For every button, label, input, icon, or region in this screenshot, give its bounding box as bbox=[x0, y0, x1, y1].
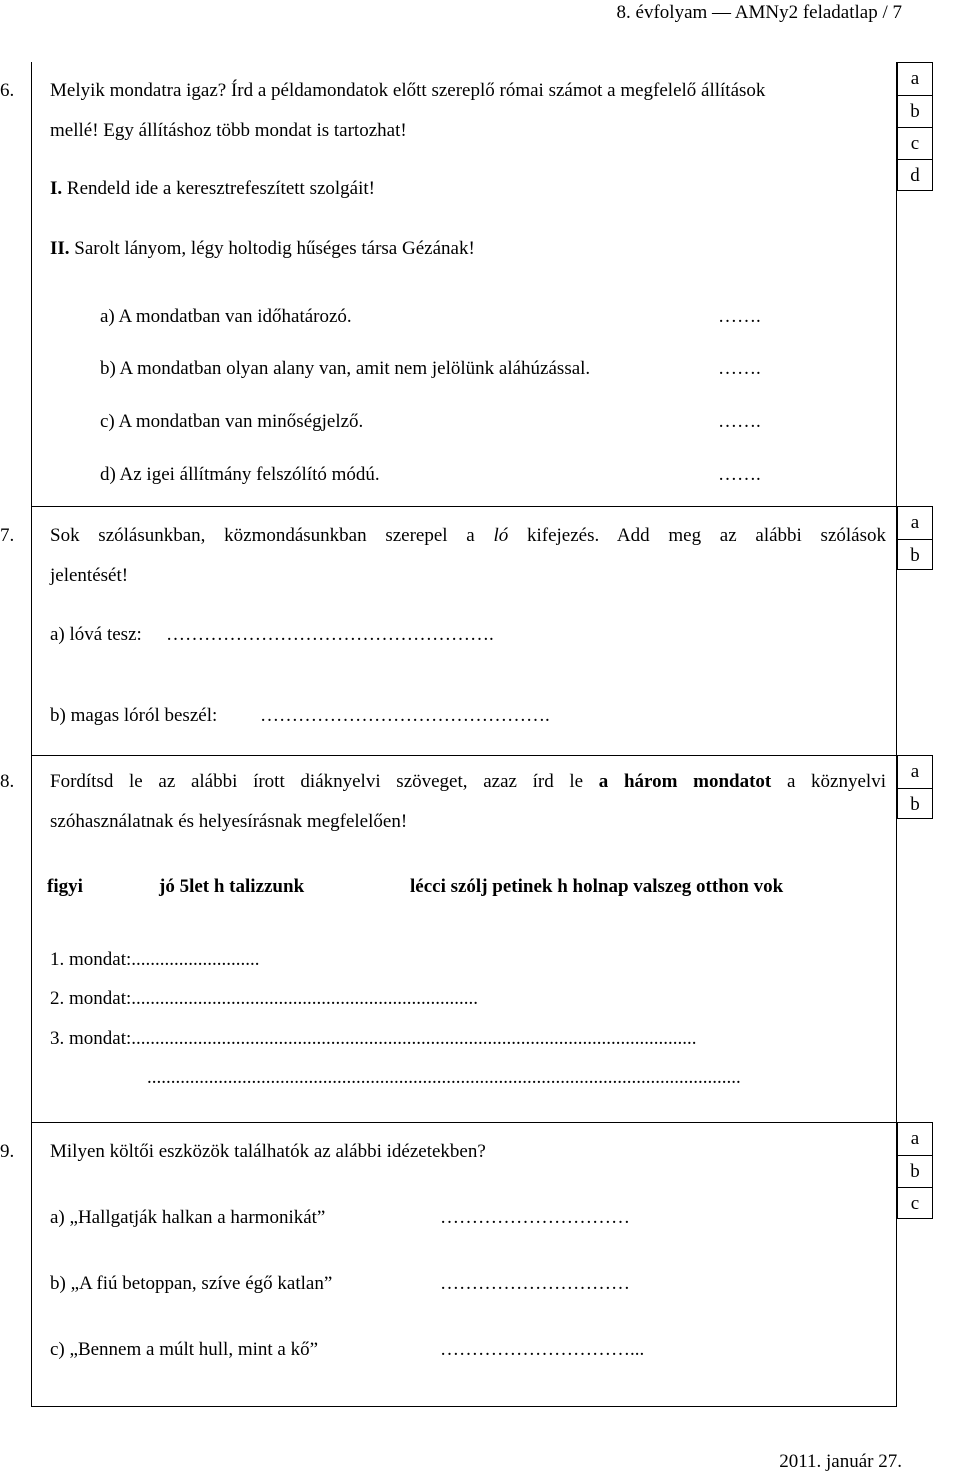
q6-sentence-1 bbox=[50, 178, 375, 200]
q7-number: 7. bbox=[0, 525, 15, 546]
q6-number: 6. bbox=[0, 80, 15, 101]
q6-score-d[interactable]: d bbox=[898, 159, 932, 191]
q6-sentence-1-text: Rendeld ide a keresztrefeszített szolgáit! bbox=[66, 178, 375, 199]
q8-prompt-bold: a három mondatot bbox=[598, 771, 772, 792]
frame-bottom-border bbox=[31, 1406, 896, 1407]
q9-quote-b-blank[interactable]: ………………………… bbox=[440, 1273, 630, 1294]
q7-prompt-after: kifejezés. Add meg az alábbi szólások bbox=[508, 525, 886, 546]
q6-statement-a-blank[interactable]: ……. bbox=[718, 306, 761, 327]
q8-prompt-before: Fordítsd le az alábbi írott diáknyelvi szöveget, azaz írd le bbox=[50, 771, 599, 792]
q9-score-grid bbox=[897, 1122, 933, 1219]
q9-quote-c: c) „Bennem a múlt hull, mint a kő” bbox=[50, 1339, 319, 1360]
q8-number: 8. bbox=[0, 771, 15, 792]
q6-sentence-2-text: Sarolt lányom, légy holtodig hűséges társa Gézának! bbox=[74, 238, 475, 259]
q7-item-a-blank[interactable]: ……………………………………………. bbox=[166, 624, 494, 645]
q6-statement-c-blank[interactable]: ……. bbox=[718, 411, 761, 432]
q9-quote-a-blank[interactable]: ………………………… bbox=[440, 1207, 630, 1228]
q8-score-grid bbox=[897, 755, 933, 819]
q6-score-a[interactable]: a bbox=[910, 68, 920, 89]
q7-prompt-italic: ló bbox=[493, 525, 509, 546]
q7-item-b-label: b) magas lóról beszél: bbox=[50, 705, 218, 726]
q8-answer-2[interactable]: 2. mondat:......................................................................... bbox=[50, 988, 479, 1009]
q9-number: 9. bbox=[0, 1141, 15, 1162]
separator-q7 bbox=[31, 506, 896, 507]
separator-q9 bbox=[31, 1122, 896, 1123]
q6-sentence-1-num: I. bbox=[50, 178, 63, 199]
q9-quote-b: b) „A fiú betoppan, szíve égő katlan” bbox=[50, 1273, 333, 1294]
q7-prompt-before: Sok szólásunkban, közmondásunkban szerepel a bbox=[50, 525, 494, 546]
q9-quote-c-blank[interactable]: …………………………... bbox=[440, 1339, 645, 1360]
q6-statement-b: b) A mondatban olyan alany van, amit nem jelölünk aláhúzással. bbox=[100, 358, 591, 379]
q8-prompt-line1 bbox=[50, 771, 886, 793]
q6-statement-b-blank[interactable]: ……. bbox=[718, 358, 761, 379]
q7-prompt-line2: jelentését! bbox=[50, 565, 129, 586]
q9-prompt: Milyen költői eszközök találhatók az alábbi idézetekben? bbox=[50, 1141, 486, 1162]
separator-q8 bbox=[31, 755, 896, 756]
frame-left-border bbox=[31, 62, 32, 1407]
q7-item-b-blank[interactable]: ………………………………………. bbox=[260, 705, 550, 726]
q8-answer-3[interactable]: 3. mondat:....................................................................................................................... bbox=[50, 1028, 697, 1049]
q7-score-grid bbox=[897, 506, 933, 570]
q6-statement-d-blank[interactable]: ……. bbox=[718, 464, 761, 485]
q8-slang-2: jó 5let h talizzunk bbox=[159, 876, 305, 897]
q6-statement-a: a) A mondatban van időhatározó. bbox=[100, 306, 352, 327]
page-footer-date: 2011. január 27. bbox=[779, 1451, 902, 1472]
page-header: 8. évfolyam — AMNy2 feladatlap / 7 bbox=[616, 2, 902, 23]
q9-quote-a: a) „Hallgatják halkan a harmonikát” bbox=[50, 1207, 326, 1228]
q8-answer-continuation[interactable]: ............................................................................................................................. bbox=[147, 1067, 741, 1088]
q6-prompt-line1: Melyik mondatra igaz? Írd a példamondatok előtt szereplő római számot a megfelelő állítások bbox=[50, 80, 766, 101]
q7-item-a-label: a) lóvá tesz: bbox=[50, 624, 142, 645]
q8-prompt-after: a köznyelvi bbox=[771, 771, 886, 792]
q8-score-b[interactable]: b bbox=[898, 788, 932, 820]
q6-score-c[interactable]: c bbox=[898, 127, 932, 159]
q8-score-a[interactable]: a bbox=[910, 761, 920, 782]
q9-score-a[interactable]: a bbox=[910, 1128, 920, 1149]
q8-prompt-line2: szóhasználatnak és helyesírásnak megfelelően! bbox=[50, 811, 408, 832]
q6-score-b[interactable]: b bbox=[898, 95, 932, 127]
q8-slang-3: lécci szólj petinek h holnap valszeg otthon vok bbox=[410, 876, 784, 897]
q7-score-b[interactable]: b bbox=[898, 539, 932, 571]
q6-statement-c: c) A mondatban van minőségjelző. bbox=[100, 411, 364, 432]
q8-answer-1[interactable]: 1. mondat:........................... bbox=[50, 949, 260, 970]
q6-sentence-2-num: II. bbox=[50, 238, 70, 259]
q9-score-b[interactable]: b bbox=[898, 1155, 932, 1187]
q6-statement-d: d) Az igei állítmány felszólító módú. bbox=[100, 464, 380, 485]
q8-slang-1: figyi bbox=[47, 876, 83, 897]
q6-score-grid bbox=[897, 62, 933, 191]
q9-score-c[interactable]: c bbox=[898, 1187, 932, 1219]
q7-score-a[interactable]: a bbox=[910, 512, 920, 533]
q6-prompt-line2: mellé! Egy állításhoz több mondat is tartozhat! bbox=[50, 120, 407, 141]
q7-prompt-line1 bbox=[50, 525, 886, 547]
q6-sentence-2 bbox=[50, 238, 475, 260]
